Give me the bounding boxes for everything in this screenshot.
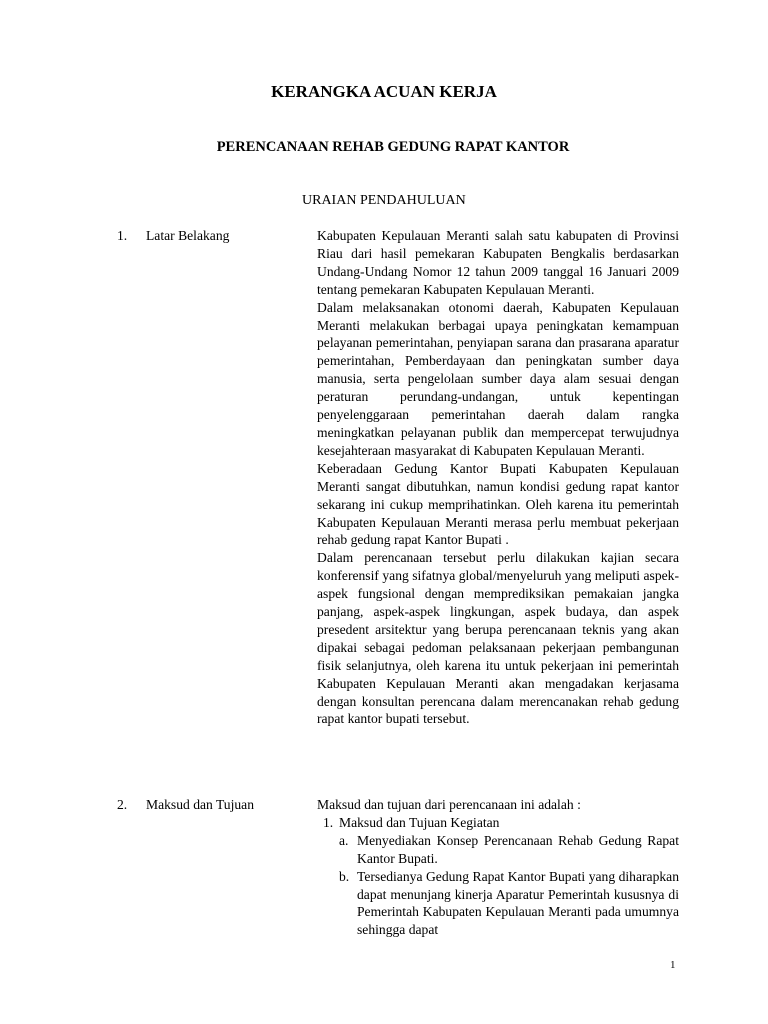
section-label: Latar Belakang [146,228,230,243]
section-body [317,227,679,728]
item-list [317,832,679,939]
document-subtitle: PERENCANAAN REHAB GEDUNG RAPAT KANTOR [216,139,570,155]
list-item-text: Menyediakan Konsep Perencanaan Rehab Gedung Rapat Kantor Bupati. [357,832,679,866]
subsection-number: 1. [323,814,334,830]
section-body [317,796,679,939]
page-number: 1 [670,959,676,971]
list-item [339,832,679,868]
paragraph: Dalam melaksanakan otonomi daerah, Kabupaten Kepulauan Meranti melakukan berbagai upaya peningkatan kemampuan pelayanan pemerintahan, penyiapan sarana dan prasarana aparatur pemerintahan, Pemberdayaan dan peningkatan sumber daya manusia, serta pengelolaan sumber daya alam sesuai dengan peraturan perundang-undangan, untuk kepentingan penyelenggaraan pemerintahan daerah dalam rangka meningkatkan pelayanan publik dan mempercepat terwujudnya kesejahteraan masyarakat di Kabupaten Kepulauan Meranti. [317,299,679,458]
subsection-heading [317,814,679,832]
section-number: 2. [117,797,128,812]
document-title: KERANGKA ACUAN KERJA [271,82,497,101]
section-intro: Maksud dan tujuan dari perencanaan ini adalah : [317,797,581,812]
paragraph: Kabupaten Kepulauan Meranti salah satu kabupaten di Provinsi Riau dari hasil pemekaran Kabupaten Bengkalis berdasarkan Undang-Undang Nomor 12 tahun 2009 tanggal 16 Januari 2009 tentang pemekaran Kabupaten Kepulauan Meranti. [317,228,679,297]
list-marker: b. [339,868,350,884]
section-number: 1. [117,228,128,243]
list-item [339,868,679,940]
paragraph: Keberadaan Gedung Kantor Bupati Kabupaten Kepulauan Meranti sangat dibutuhkan, namun kondisi gedung rapat kantor sekarang ini cukup memprihatinkan. Oleh karena itu pemerintah Kabupaten Kepulauan Meranti merasa perlu membuat pekerjaan rehab gedung rapat Kantor Bupati . [317,460,679,548]
list-marker: a. [339,832,349,848]
section-label: Maksud dan Tujuan [146,797,255,812]
list-item-text: Tersedianya Gedung Rapat Kantor Bupati yang diharapkan dapat menunjang kinerja Aparatur Pemerintah kususnya di Pemerintah Kabupaten Kepulauan Meranti pada umumnya sehingga dapat [357,868,679,938]
paragraph: Dalam perencanaan tersebut perlu dilakukan kajian secara konferensif yang sifatnya global/menyeluruh yang meliputi aspek-aspek fungsional dengan memprediksikan pemakaian jangka panjang, aspek-aspek lingkungan, aspek budaya, dan aspek presedent arsitektur yang berupa perencanaan teknis yang akan dipakai sebagai pedoman pelaksanaan pekerjaan pembangunan fisik selanjutnya, oleh karena itu untuk pekerjaan ini pemerintah Kabupaten Kepulauan Meranti akan mengadakan kerjasama dengan konsultan perencana dalam merencanakan rehab gedung rapat kantor bupati tersebut. [317,550,679,727]
subsection-title: Maksud dan Tujuan Kegiatan [339,814,500,830]
section-heading: URAIAN PENDAHULUAN [302,193,466,208]
